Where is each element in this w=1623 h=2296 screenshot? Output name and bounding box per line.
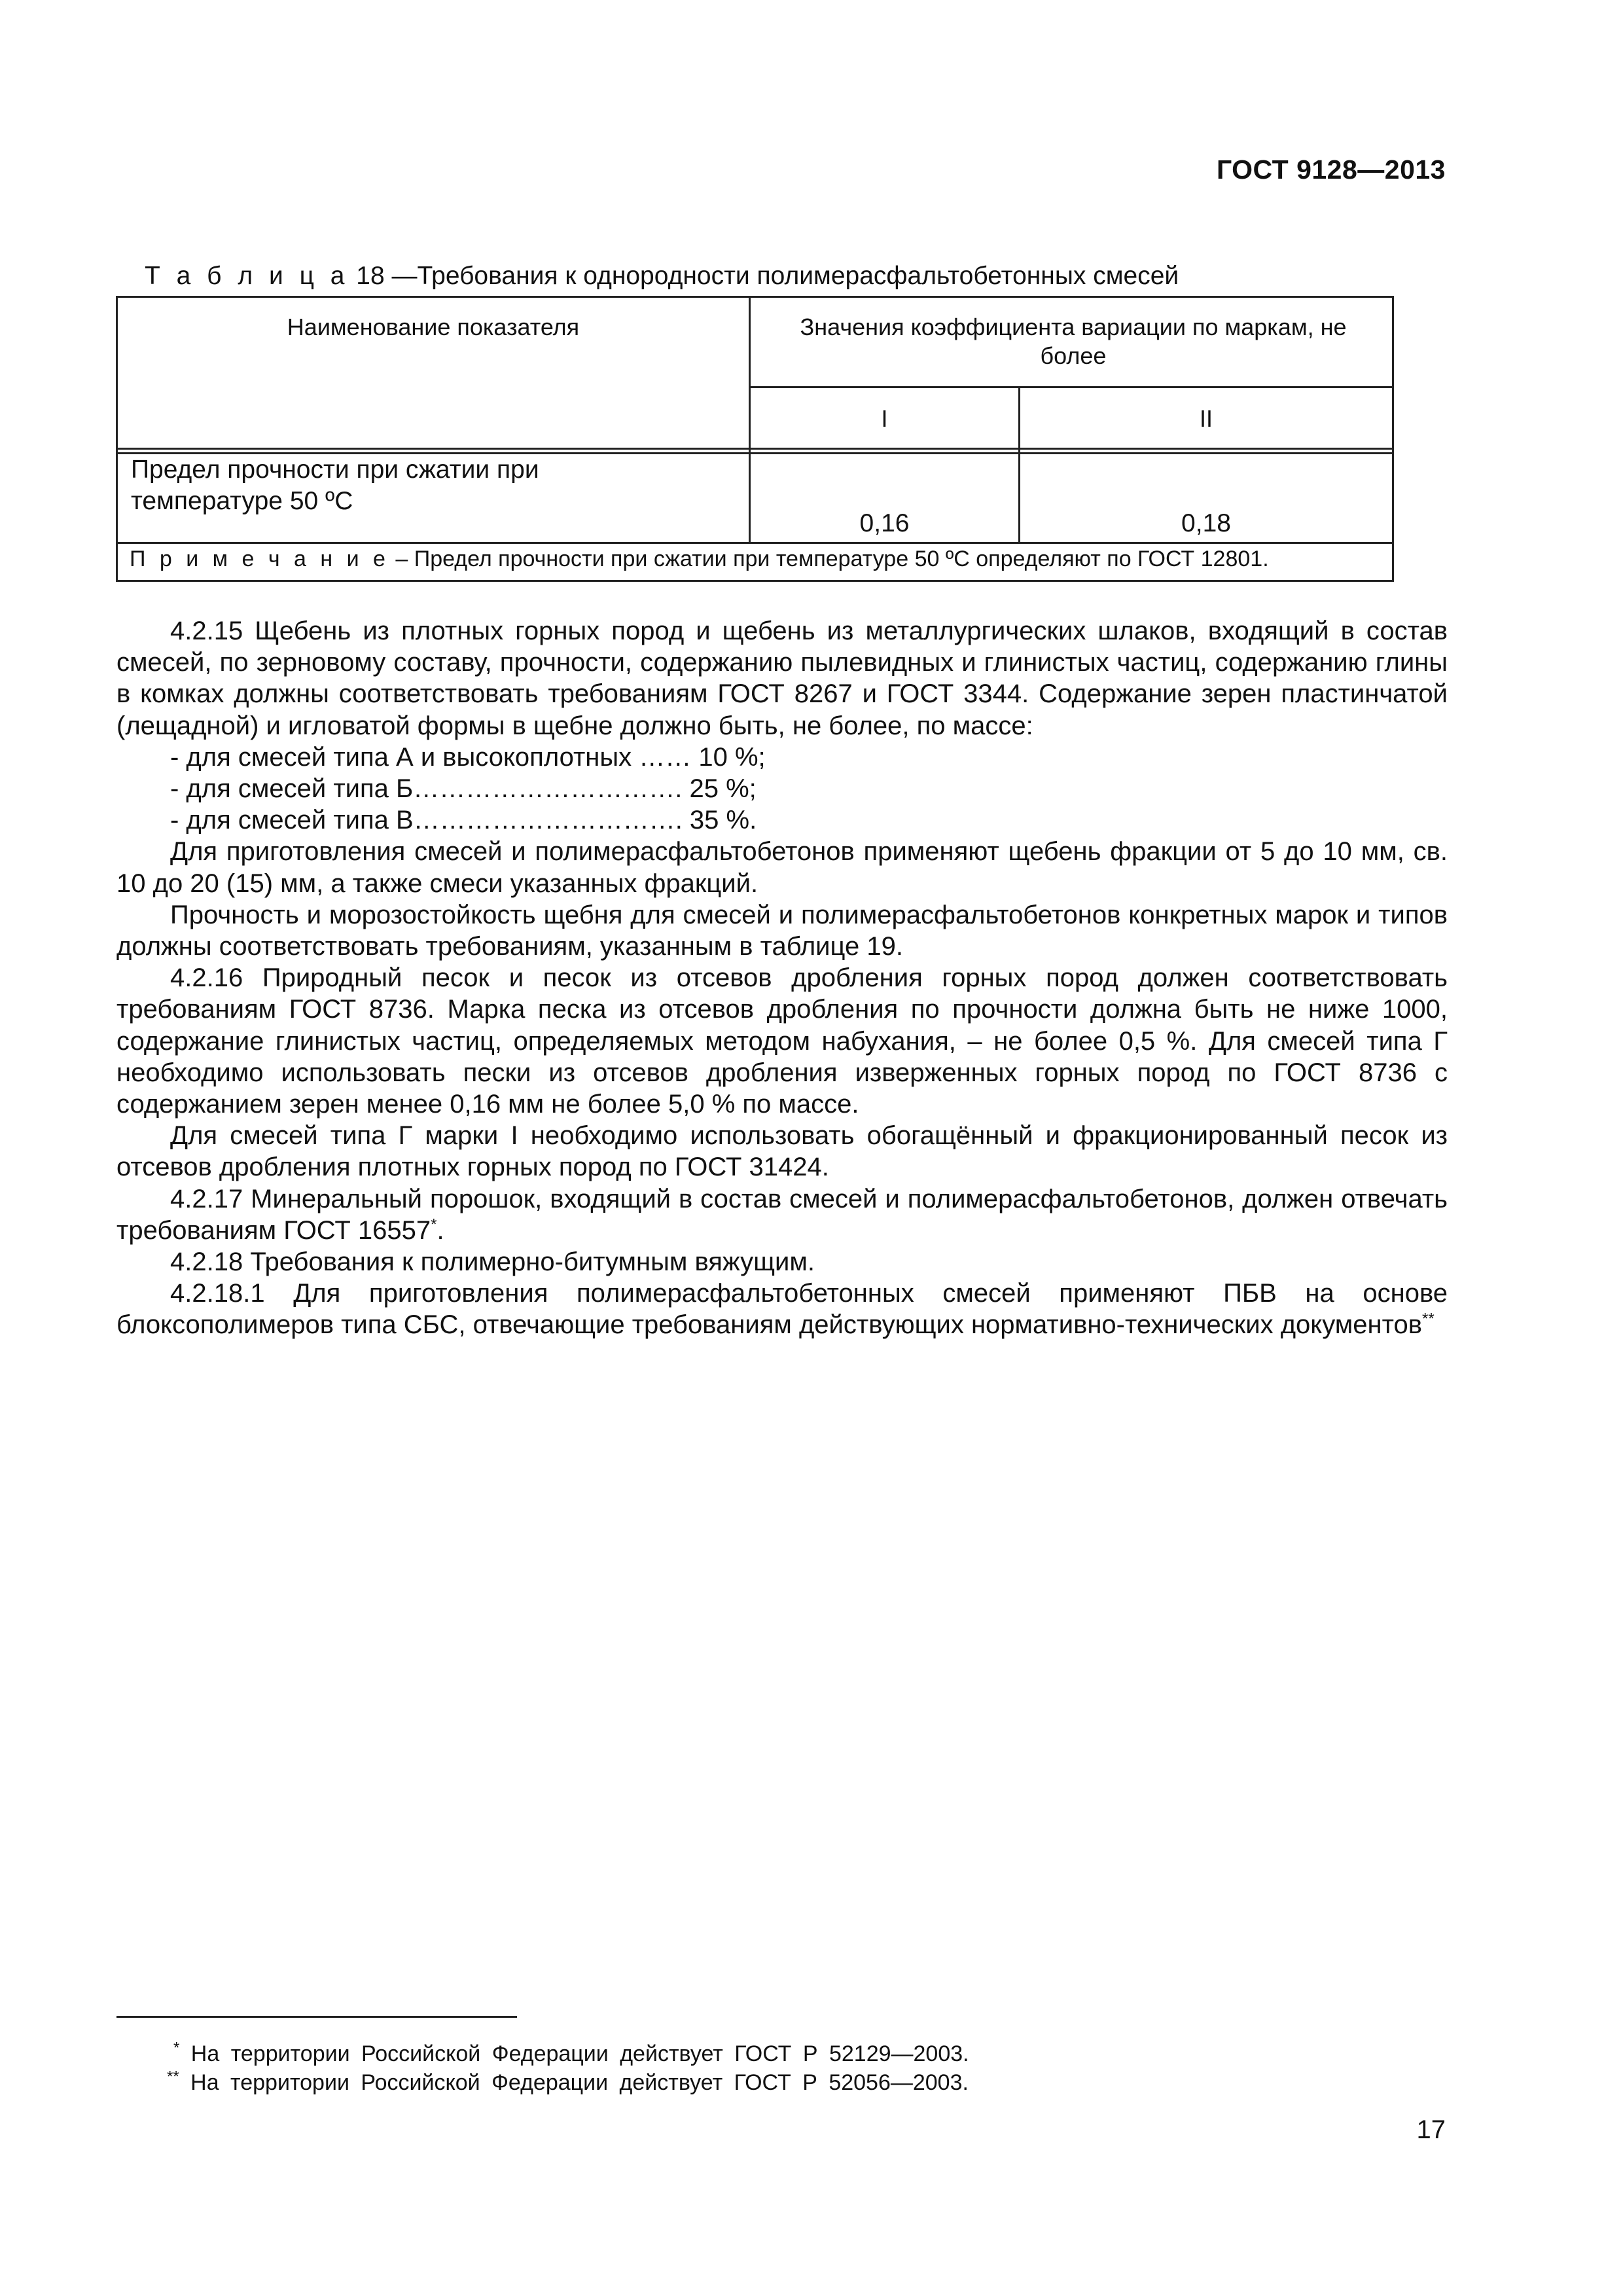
table-header-grade-2: II xyxy=(1199,405,1213,432)
table-header-bottom-line xyxy=(116,448,1394,450)
list-item-type-b: - для смесей типа Б…………………………. 25 %; xyxy=(170,774,757,804)
footnote-1-mark: * xyxy=(173,2039,180,2057)
table-note xyxy=(130,546,1269,572)
paragraph-4-2-15: 4.2.15 Щебень из плотных горных пород и щебень из металлургических шлаков, входящий в состав смесей, по зерновому составу, прочности, содержанию пылевидных и глинистых частиц, содержанию глины в комках должны соответствовать требованиям ГОСТ 8267 и ГОСТ 3344. Содержание зерен пластинчатой (лещадной) и игловатой формы в щебне должно быть, не более, по массе: xyxy=(116,617,1448,740)
paragraph-4-2-17-end: . xyxy=(437,1215,444,1245)
paragraph-fractions: Для приготовления смесей и полимерасфальтобетонов применяют щебень фракции от 5 до 10 мм, св. 10 до 20 (15) мм, а также смеси указанных фракций. xyxy=(116,837,1448,898)
paragraph-4-2-17-text: 4.2.17 Минеральный порошок, входящий в состав смесей и полимерасфальтобетонов, должен отвечать требованиям ГОСТ 16557 xyxy=(116,1184,1448,1245)
table-right-border xyxy=(1392,296,1394,582)
table-row-label: Предел прочности при сжатии при температуре 50 ºС xyxy=(131,456,539,515)
footnote-2-text: На территории Российской Федерации действует ГОСТ Р 52056—2003. xyxy=(179,2070,969,2095)
table-note-prefix: П р и м е ч а н и е xyxy=(130,547,389,571)
paragraph-4-2-18-1-text: 4.2.18.1 Для приготовления полимерасфальтобетонных смесей применяют ПБВ на основе блоксополимеров типа СБС, отвечающие требованиям действующих нормативно-технических документов xyxy=(116,1279,1448,1340)
footnote-ref-2: ** xyxy=(1421,1310,1435,1329)
paragraph-4-2-18: 4.2.18 Требования к полимерно-битумным вяжущим. xyxy=(170,1247,815,1277)
footnote-2-mark: ** xyxy=(167,2068,179,2086)
table-header-variation: Значения коэффициента вариации по маркам, не более xyxy=(800,314,1347,369)
table-value-grade-2: 0,18 xyxy=(1181,509,1231,537)
table-value-grade-1: 0,16 xyxy=(859,509,910,537)
table-data-bottom-line xyxy=(116,542,1394,544)
table-bottom-border xyxy=(116,580,1394,582)
table-note-text: – Предел прочности при сжатии при температуре 50 ºС определяют по ГОСТ 12801. xyxy=(389,547,1269,571)
table-top-border xyxy=(116,296,1394,298)
document-header: ГОСТ 9128—2013 xyxy=(1216,154,1446,185)
table-caption xyxy=(145,262,1179,291)
paragraph-4-2-18-1 xyxy=(116,1278,1448,1340)
table-caption-prefix: Т а б л и ц а xyxy=(145,262,349,290)
table-header-indicator: Наименование показателя xyxy=(287,314,580,340)
footnote-separator xyxy=(116,2016,517,2018)
body-text xyxy=(116,615,1448,1341)
footnote-1-text: На территории Российской Федерации действует ГОСТ Р 52129—2003. xyxy=(179,2041,969,2066)
table-header-grade-1: I xyxy=(881,405,888,432)
list-item-type-v: - для смесей типа В…………………………. 35 %. xyxy=(170,806,757,835)
paragraph-4-2-16: 4.2.16 Природный песок и песок из отсевов дробления горных пород должен соответствовать требованиям ГОСТ 8736. Марка песка из отсевов дробления по прочности должна быть не ниже 1000, содержание глинистых частиц, определяемых методом набухания, – не более 0,5 %. Для смесей типа Г необходимо использовать пески из отсевов дробления изверженных горных пород по ГОСТ 8736 с содержанием зерен менее 0,16 мм не более 5,0 % по массе. xyxy=(116,963,1448,1119)
paragraph-type-g: Для смесей типа Г марки I необходимо использовать обогащённый и фракционированный песок из отсевов дробления плотных горных пород по ГОСТ 31424. xyxy=(116,1121,1448,1182)
list-item-type-a: - для смесей типа А и высокоплотных …… 10 %; xyxy=(170,742,766,772)
table-subheader-line xyxy=(749,386,1394,388)
paragraph-strength: Прочность и морозостойкость щебня для смесей и полимерасфальтобетонов конкретных марок и типов должны соответствовать требованиям, указанным в таблице 19. xyxy=(116,900,1448,961)
table-caption-title: 18 —Требования к однородности полимерасфальтобетонных смесей xyxy=(356,262,1179,290)
footnote-2 xyxy=(167,2070,969,2096)
footnote-ref-1: * xyxy=(431,1215,437,1234)
page-number: 17 xyxy=(1416,2115,1446,2144)
paragraph-4-2-17 xyxy=(116,1183,1448,1246)
footnote-1 xyxy=(173,2041,969,2067)
